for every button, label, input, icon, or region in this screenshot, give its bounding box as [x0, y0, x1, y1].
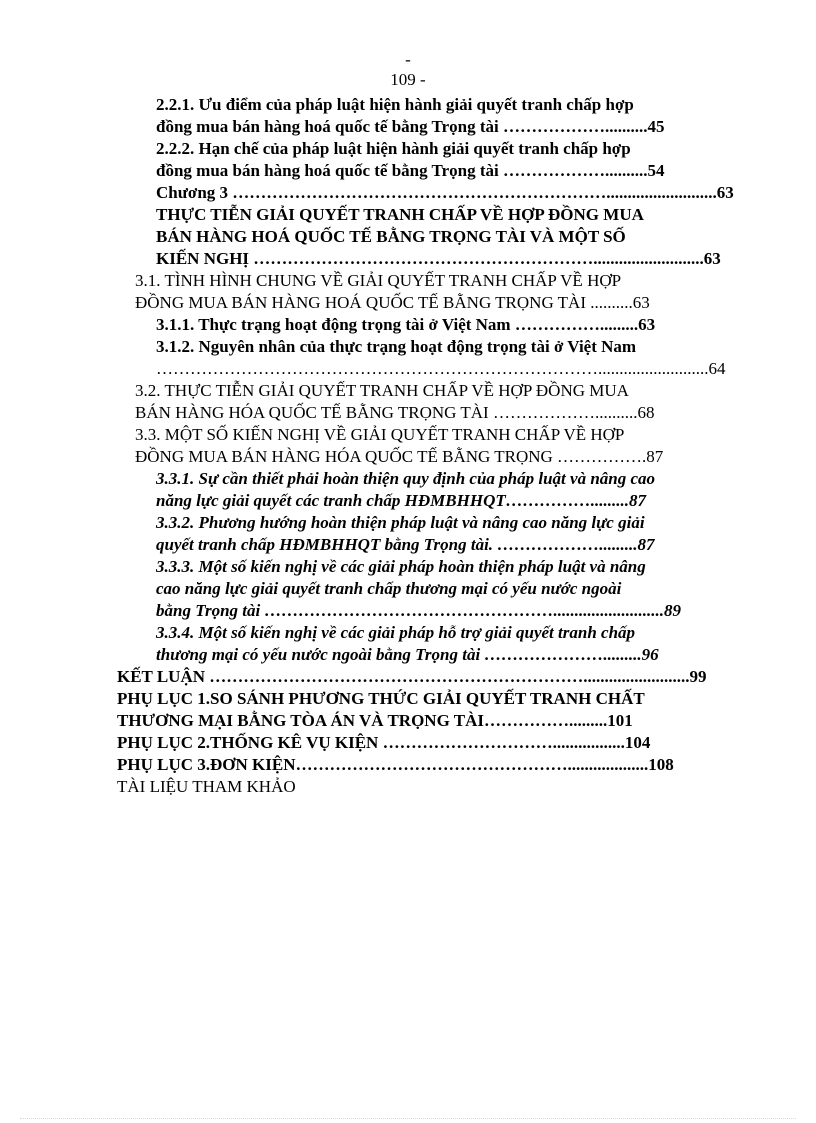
toc-line: ĐỒNG MUA BÁN HÀNG HOÁ QUỐC TẾ BẰNG TRỌNG TÀI ..........63: [135, 293, 650, 312]
toc-line: 3.2. THỰC TIỄN GIẢI QUYẾT TRANH CHẤP VỀ HỢP ĐỒNG MUA: [135, 381, 629, 400]
toc-line: THƯƠNG MẠI BẰNG TÒA ÁN VÀ TRỌNG TÀI…………….........101: [117, 711, 633, 730]
toc-line: 3.3.3. Một số kiến nghị về các giải pháp hoàn thiện pháp luật và nâng: [156, 557, 646, 576]
toc-line: KẾT LUẬN ………………………………………………………….........................99: [117, 667, 707, 686]
toc-line: THỰC TIỄN GIẢI QUYẾT TRANH CHẤP VỀ HỢP ĐỒNG MUA: [156, 205, 644, 224]
toc-line: BÁN HÀNG HOÁ QUỐC TẾ BẰNG TRỌNG TÀI VÀ MỘT SỐ: [156, 227, 626, 246]
toc-line: KIẾN NGHỊ ……………………………………………………..........................63: [156, 249, 721, 268]
page-number: 109 -: [390, 70, 426, 89]
toc-line: Chương 3 …………………………………………………………..........................63: [156, 183, 734, 202]
toc-line: PHỤ LỤC 1.SO SÁNH PHƯƠNG THỨC GIẢI QUYẾT TRANH CHẤT: [117, 689, 645, 708]
toc-line: 3.1.1. Thực trạng hoạt động trọng tài ở Việt Nam …………….........63: [156, 315, 656, 334]
toc-line: quyết tranh chấp HĐMBHHQT bằng Trọng tài. ……………….........87: [156, 535, 655, 554]
toc-line: 3.1.2. Nguyên nhân của thực trạng hoạt động trọng tài ở Việt Nam: [156, 337, 637, 356]
toc-line: thương mại có yếu nước ngoài bằng Trọng tài ………………….........96: [156, 645, 659, 664]
toc-line: ĐỒNG MUA BÁN HÀNG HÓA QUỐC TẾ BẰNG TRỌNG …………….87: [135, 447, 664, 466]
page-bottom-border: [20, 1118, 796, 1119]
toc-line: cao năng lực giải quyết tranh chấp thương mại có yếu nước ngoài: [156, 579, 622, 598]
toc-line: 3.3.2. Phương hướng hoàn thiện pháp luật và nâng cao năng lực giải: [156, 513, 645, 532]
toc-line: PHỤ LỤC 3.ĐƠN KIỆN…………………………………………...................108: [117, 755, 674, 774]
toc-line: BÁN HÀNG HÓA QUỐC TẾ BẰNG TRỌNG TÀI ………………..........68: [135, 403, 655, 422]
toc-line: đồng mua bán hàng hoá quốc tế bằng Trọng tài ………………..........45: [156, 117, 665, 136]
toc-line: bằng Trọng tài ……………………………………………..........................89: [156, 601, 681, 620]
toc-line: 3.3.4. Một số kiến nghị về các giải pháp hỗ trợ giải quyết tranh chấp: [156, 623, 636, 642]
toc-line: TÀI LIỆU THAM KHẢO: [117, 777, 296, 796]
toc-line: 3.3. MỘT SỐ KIẾN NGHỊ VỀ GIẢI QUYẾT TRANH CHẤP VỀ HỢP: [135, 425, 625, 444]
toc-line: 3.3.1. Sự cần thiết phải hoàn thiện quy định của pháp luật và nâng cao: [156, 469, 656, 488]
toc-line: PHỤ LỤC 2.THỐNG KÊ VỤ KIỆN ………………………….................104: [117, 733, 651, 752]
page-number-dash: -: [405, 50, 411, 69]
toc-line: 2.2.1. Ưu điểm của pháp luật hiện hành giải quyết tranh chấp hợp: [156, 95, 634, 114]
toc-line: ……………………………………………………………………..........................64: [156, 359, 726, 378]
toc-line: 2.2.2. Hạn chế của pháp luật hiện hành giải quyết tranh chấp hợp: [156, 139, 631, 158]
toc-line: đồng mua bán hàng hoá quốc tế bằng Trọng tài ………………..........54: [156, 161, 665, 180]
toc-line: 3.1. TÌNH HÌNH CHUNG VỀ GIẢI QUYẾT TRANH CHẤP VỀ HỢP: [135, 271, 622, 290]
toc-line: năng lực giải quyết các tranh chấp HĐMBHHQT…………….........87: [156, 491, 646, 510]
